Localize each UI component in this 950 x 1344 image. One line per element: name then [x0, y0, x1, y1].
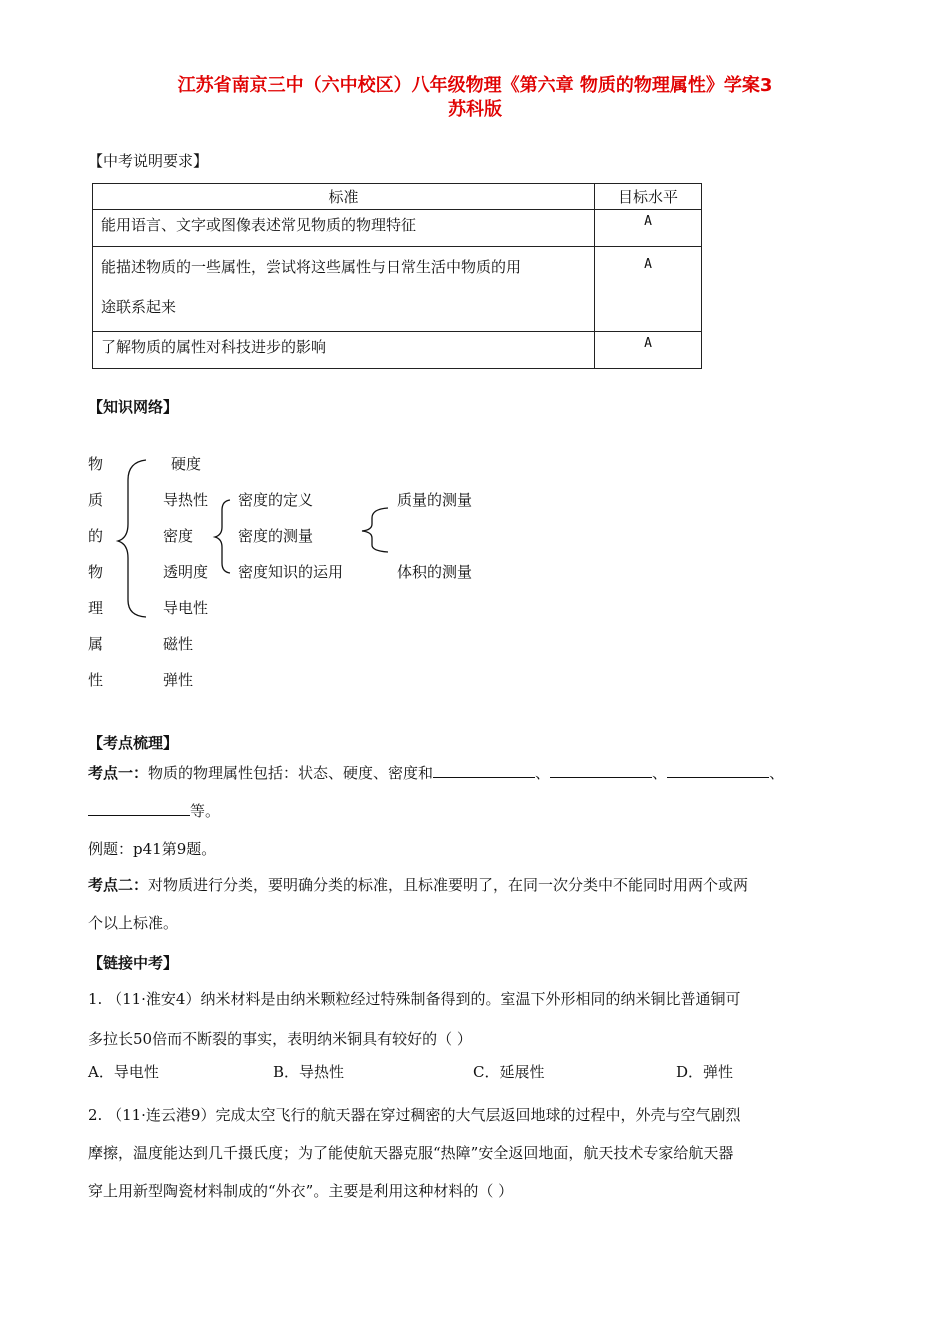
point-one-line2 [88, 792, 838, 830]
example-line: 例题：p41第9题。 [88, 840, 217, 858]
question-two-line3: 穿上用新型陶瓷材料制成的“外衣”。主要是利用这种材料的（ ） [88, 1182, 514, 1200]
root-char: 物 [88, 455, 104, 473]
option-d[interactable]: D．弹性 [676, 1063, 734, 1081]
level-cell: A [595, 210, 702, 247]
option-b[interactable]: B．导热性 [273, 1063, 345, 1081]
measure-brace [362, 508, 388, 552]
point-two-text: 对物质进行分类，要明确分类的标准，且标准要明了，在同一次分类中不能同时用两个或两 [148, 876, 749, 894]
root-char: 物 [88, 563, 104, 581]
fill-blank[interactable] [550, 763, 652, 778]
network-heading: 【知识网络】 [88, 398, 179, 416]
property-item: 硬度 [171, 455, 202, 473]
measure-item: 体积的测量 [397, 563, 473, 581]
root-char: 的 [88, 527, 104, 545]
standard-cell-line: 途联系起来 [101, 298, 177, 316]
property-item: 弹性 [163, 671, 194, 689]
fill-blank[interactable] [667, 763, 769, 778]
property-item: 透明度 [163, 563, 209, 581]
large-brace [118, 460, 146, 617]
density-item: 密度的定义 [238, 491, 314, 509]
option-c[interactable]: C．延展性 [473, 1063, 545, 1081]
separator: 、 [652, 764, 668, 782]
question-two-line1: 2. （11·连云港9）完成太空飞行的航天器在穿过稠密的大气层返回地球的过程中，外壳与空气剧烈 [88, 1106, 741, 1124]
fill-blank[interactable] [88, 801, 190, 816]
column-header-standard: 标准 [93, 184, 595, 210]
separator: 、 [769, 764, 785, 782]
fill-blank[interactable] [433, 763, 535, 778]
point-one-label: 考点一： [88, 764, 149, 782]
root-char: 性 [88, 671, 104, 689]
density-item: 密度的测量 [238, 527, 314, 545]
property-item: 导热性 [163, 491, 209, 509]
point-two-line2: 个以上标准。 [88, 914, 179, 932]
point-one-line1 [88, 754, 838, 792]
standard-cell-line: 能描述物质的一些属性，尝试将这些属性与日常生活中物质的用 [101, 258, 522, 276]
property-item: 导电性 [163, 599, 209, 617]
level-cell: A [595, 247, 702, 332]
point-two-line1 [88, 866, 838, 904]
property-item: 磁性 [163, 635, 194, 653]
separator: 、 [535, 764, 551, 782]
document-title-line1: 江苏省南京三中（六中校区）八年级物理《第六章 物质的物理属性》学案3 [177, 75, 773, 96]
question-two-line2: 摩擦，温度能达到几千摄氏度；为了能使航天器克服“热障”安全返回地面，航天技术专家给航天器 [88, 1144, 734, 1162]
property-item: 密度 [163, 527, 194, 545]
standard-cell: 能用语言、文字或图像表述常见物质的物理特征 [93, 210, 595, 247]
requirements-heading: 【中考说明要求】 [88, 152, 209, 170]
root-char: 理 [88, 599, 104, 617]
level-cell: A [595, 332, 702, 369]
point-one-end: 等。 [190, 802, 221, 820]
points-heading: 【考点梳理】 [88, 734, 179, 752]
root-char: 属 [88, 635, 104, 653]
column-header-level: 目标水平 [595, 184, 702, 210]
option-a[interactable]: A．导电性 [88, 1063, 159, 1081]
question-one-line1: 1. （11·淮安4）纳米材料是由纳米颗粒经过特殊制备得到的。室温下外形相同的纳米铜比普通铜可 [88, 990, 741, 1008]
document-title-line2: 苏科版 [448, 99, 502, 120]
question-one-line2: 多拉长50倍而不断裂的事实，表明纳米铜具有较好的（ ） [88, 1030, 472, 1048]
density-item: 密度知识的运用 [238, 563, 344, 581]
link-heading: 【链接中考】 [88, 954, 179, 972]
measure-item: 质量的测量 [397, 491, 473, 509]
root-char: 质 [88, 491, 104, 509]
standard-cell: 了解物质的属性对科技进步的影响 [93, 332, 595, 369]
point-two-label: 考点二： [88, 876, 149, 894]
density-brace [215, 500, 230, 573]
point-one-text: 物质的物理属性包括：状态、硬度、密度和 [148, 764, 434, 782]
